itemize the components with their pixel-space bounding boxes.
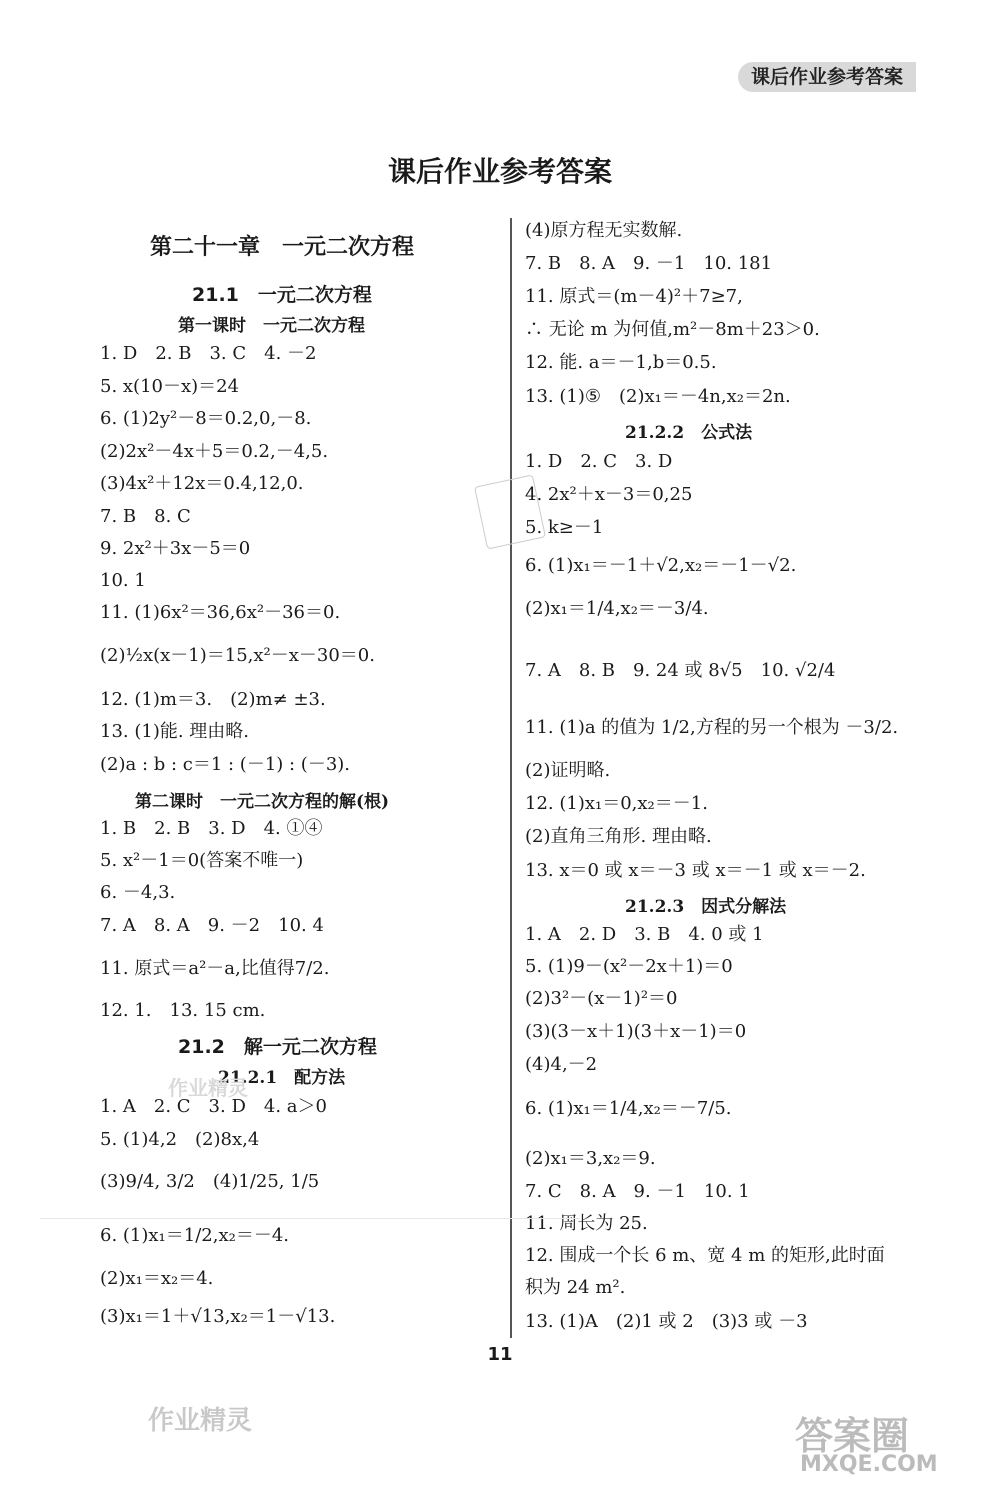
answer-line: 11. 原式＝a²－a,比值得7/2. (100, 958, 330, 979)
answer-line: 13. (1)A (2)1 或 2 (3)3 或 －3 (525, 1311, 808, 1332)
subsection-heading: 21.2.1 配方法 (218, 1068, 346, 1088)
answer-line: 6. (1)x₁＝1/2,x₂＝－4. (100, 1225, 289, 1246)
chapter-heading: 第二十一章 一元二次方程 (150, 235, 415, 260)
answer-line: 11. 原式＝(m－4)²＋7≥7, (525, 286, 743, 307)
answer-line: (4)原方程无实数解. (525, 220, 683, 241)
lesson-heading: 第一课时 一元二次方程 (178, 316, 365, 336)
watermark-text: 作业精灵 (148, 1406, 253, 1436)
section-heading: 21.2 解一元二次方程 (178, 1036, 377, 1058)
answer-line: 5. x(10－x)＝24 (100, 376, 240, 397)
answer-line: 1. A 2. C 3. D 4. a＞0 (100, 1096, 327, 1117)
answer-line: 1. D 2. C 3. D (525, 451, 673, 472)
answer-line: (2)a : b : c＝1 : (－1) : (－3). (100, 754, 351, 775)
answer-line: 9. 2x²＋3x－5＝0 (100, 538, 251, 559)
answer-line: 10. 1 (100, 570, 146, 591)
answer-line: (3)(3－x＋1)(3＋x－1)＝0 (525, 1021, 747, 1042)
answer-line: (2)直角三角形. 理由略. (525, 826, 712, 847)
answer-line: 12. 围成一个长 6 m、宽 4 m 的矩形,此时面 (525, 1245, 885, 1266)
answer-line: 12. (1)x₁＝0,x₂＝－1. (525, 793, 708, 814)
section-heading: 21.1 一元二次方程 (192, 284, 372, 306)
answer-line: 1. B 2. B 3. D 4. ①④ (100, 818, 323, 839)
watermark-text: 作业精灵 (168, 1076, 248, 1100)
answer-line: (2)3²－(x－1)²＝0 (525, 988, 678, 1009)
answer-line: 11. (1)a 的值为 1/2,方程的另一个根为 －3/2. (525, 717, 899, 738)
answer-line: (3)9/4, 3/2 (4)1/25, 1/5 (100, 1171, 320, 1192)
answer-line: 6. (1)x₁＝1/4,x₂＝－7/5. (525, 1098, 732, 1119)
answer-line: 13. (1)能. 理由略. (100, 721, 250, 742)
answer-line: 11. 周长为 25. (525, 1213, 648, 1234)
subsection-heading: 21.2.3 因式分解法 (625, 897, 787, 917)
scan-line (40, 1218, 580, 1219)
answer-line: (2)2x²－4x＋5＝0.2,－4,5. (100, 441, 329, 462)
answer-line: (2)x₁＝1/4,x₂＝－3/4. (525, 598, 709, 619)
answer-line: 5. (1)4,2 (2)8x,4 (100, 1129, 260, 1150)
lesson-heading: 第二课时 一元二次方程的解(根) (135, 792, 390, 812)
answer-line: (2)x₁＝x₂＝4. (100, 1268, 214, 1289)
page-title: 课后作业参考答案 (387, 155, 612, 188)
answer-line: (2)证明略. (525, 760, 611, 781)
header-tab: 课后作业参考答案 (738, 62, 916, 92)
column-divider (510, 218, 512, 1338)
answer-line: 7. A 8. B 9. 24 或 8√5 10. √2/4 (525, 660, 836, 681)
answer-line: (4)4,－2 (525, 1054, 598, 1075)
answer-line: 12. 能. a＝－1,b＝0.5. (525, 352, 717, 373)
subsection-heading: 21.2.2 公式法 (625, 423, 753, 443)
answer-line: ∴ 无论 m 为何值,m²－8m＋23＞0. (525, 319, 820, 340)
answer-line: 12. 1. 13. 15 cm. (100, 1000, 266, 1021)
answer-line: (2)½x(x－1)＝15,x²－x－30＝0. (100, 645, 375, 666)
answer-line: 积为 24 m². (525, 1277, 626, 1298)
answer-line: 13. (1)⑤ (2)x₁＝－4n,x₂＝2n. (525, 386, 791, 407)
answer-line: 6. (1)x₁＝－1＋√2,x₂＝－1－√2. (525, 555, 797, 576)
page-number: 11 (487, 1344, 513, 1365)
answer-line: 7. A 8. A 9. －2 10. 4 (100, 915, 324, 936)
answer-line: 5. x²－1＝0(答案不唯一) (100, 850, 304, 871)
answer-line: (2)x₁＝3,x₂＝9. (525, 1148, 656, 1169)
watermark-stamp (474, 474, 546, 549)
answer-line: 11. (1)6x²＝36,6x²－36＝0. (100, 602, 341, 623)
answer-line: 12. (1)m＝3. (2)m≠ ±3. (100, 689, 326, 710)
answer-line: 6. (1)2y²－8＝0.2,0,－8. (100, 408, 312, 429)
answer-line: 7. B 8. C (100, 506, 191, 527)
answer-line: 7. C 8. A 9. －1 10. 1 (525, 1181, 750, 1202)
answer-line: 5. (1)9－(x²－2x＋1)＝0 (525, 956, 733, 977)
answer-line: (3)x₁＝1＋√13,x₂＝1－√13. (100, 1306, 336, 1327)
answer-line: 4. 2x²＋x－3＝0,25 (525, 484, 693, 505)
watermark-url: MXQE.COM (800, 1452, 938, 1477)
answer-line: 1. A 2. D 3. B 4. 0 或 1 (525, 924, 764, 945)
answer-line: (3)4x²＋12x＝0.4,12,0. (100, 473, 304, 494)
answer-line: 1. D 2. B 3. C 4. －2 (100, 343, 317, 364)
answer-line: 7. B 8. A 9. －1 10. 181 (525, 253, 773, 274)
watermark-logo: 答案圈 (795, 1414, 910, 1458)
answer-line: 5. k≥－1 (525, 517, 604, 538)
answer-line: 6. －4,3. (100, 882, 176, 903)
answer-line: 13. x＝0 或 x＝－3 或 x＝－1 或 x＝－2. (525, 860, 866, 881)
